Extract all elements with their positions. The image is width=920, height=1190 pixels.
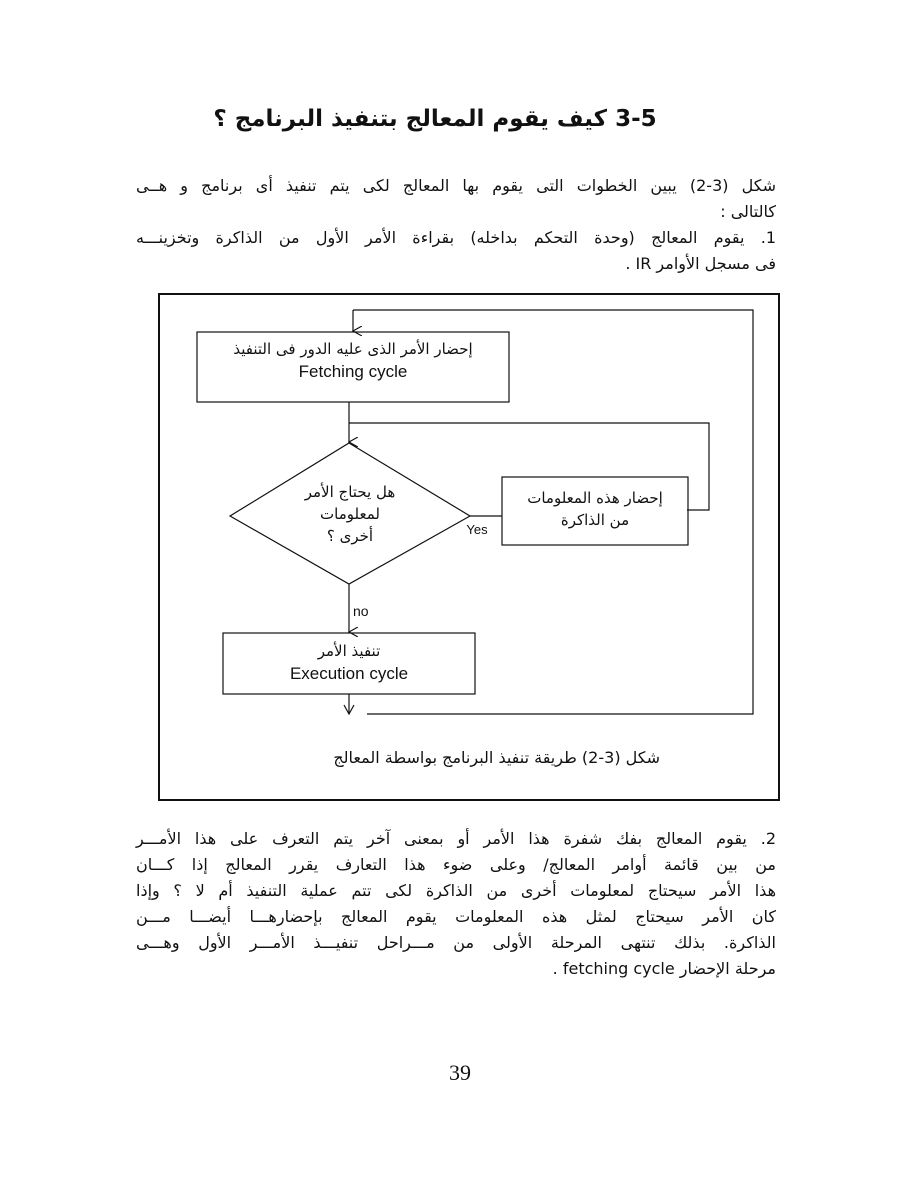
section-title: 3-5 كيف يقوم المعالج بتنفيذ البرنامج ؟ [213,106,657,132]
flowchart-figure [158,293,780,801]
figure-caption: شكل (3-2) طريقة تنفيذ البرنامج بواسطة المعالج [333,748,660,767]
intro-paragraph [136,173,776,277]
step2-line: هذا الأمر سيحتاج لمعلومات أخرى من الذاكرة لكى تتم عملية التنفيذ أم لا ؟ وإذا [136,881,776,900]
intro-line: 1. يقوم المعالج (وحدة التحكم بداخله) بقراءة الأمر الأول من الذاكرة وتخزينـــه [136,228,776,247]
fetch-data-line-1: إحضار هذه المعلومات [527,489,663,507]
no-label: no [353,603,369,619]
step2-line: كان الأمر سيحتاج لمثل هذه المعلومات يقوم المعالج بإحضارهـــا أيضـــا مـــن [136,907,776,926]
execution-label-ar: تنفيذ الأمر [317,642,381,660]
step2-paragraph [136,826,776,982]
fetch-cycle-label-en: Fetching cycle [298,362,408,381]
fetch-cycle-label-ar: إحضار الأمر الذى عليه الدور فى التنفيذ [233,340,473,358]
step2-line: مرحلة الإحضار fetching cycle . [552,959,776,978]
decision-line-2: لمعلومات [320,505,380,523]
step2-line: من بين قائمة أوامر المعالج/ وعلى ضوء هذا التعارف يقرر المعالج إذا كـــان [136,855,776,874]
intro-line: شكل (3-2) يبين الخطوات التى يقوم بها المعالج لكى يتم تنفيذ أى برنامج و هــى [136,176,777,195]
intro-line: فى مسجل الأوامر IR . [625,254,776,273]
step2-line: الذاكرة. بذلك تنتهى المرحلة الأولى من مـــراحل تنفيـــذ الأمـــر الأول وهـــى [136,933,776,952]
intro-line: كالتالى : [720,202,776,221]
step2-line: 2. يقوم المعالج بفك شفرة هذا الأمر أو بمعنى آخر يتم التعرف على هذا الأمـــر [136,829,776,848]
yes-label: Yes [466,522,488,537]
decision-line-3: أخرى ؟ [326,527,374,545]
fetch-data-line-2: من الذاكرة [560,511,630,529]
decision-line-1: هل يحتاج الأمر [304,483,396,501]
execution-label-en: Execution cycle [289,664,409,683]
page-number: 39 [449,1060,471,1085]
